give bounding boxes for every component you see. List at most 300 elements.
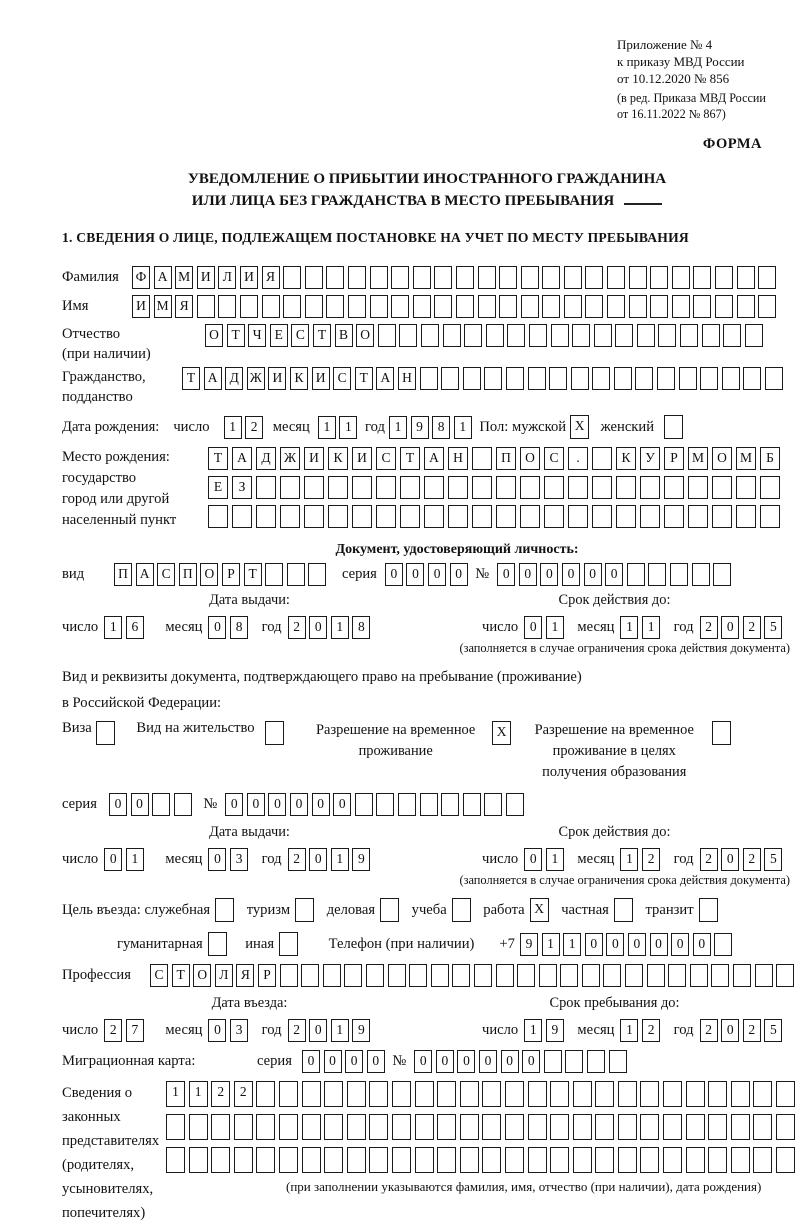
char-cell[interactable] [708,1081,727,1107]
char-cell[interactable] [400,476,420,499]
char-cell[interactable] [280,505,300,528]
char-cell[interactable]: 2 [642,1019,660,1042]
char-cell[interactable]: И [304,447,324,470]
char-cell[interactable] [733,964,751,987]
char-cell[interactable] [564,295,582,318]
char-cell[interactable]: 0 [104,848,122,871]
char-cell[interactable]: 1 [166,1081,185,1107]
char-cell[interactable] [573,1081,592,1107]
char-cell[interactable]: 2 [700,848,718,871]
char-cell[interactable] [585,295,603,318]
char-cell[interactable]: С [291,324,309,347]
char-cell[interactable] [283,266,301,289]
char-cell[interactable] [776,1081,795,1107]
char-cell[interactable] [595,1114,614,1140]
char-cell[interactable]: С [544,447,564,470]
char-cell[interactable] [737,295,755,318]
char-cell[interactable] [551,324,569,347]
char-cell[interactable] [398,793,416,816]
char-cell[interactable] [753,1147,772,1173]
char-cell[interactable] [280,476,300,499]
char-cell[interactable]: 1 [620,848,638,871]
char-cell[interactable] [391,295,409,318]
char-cell[interactable]: И [197,266,215,289]
char-cell[interactable] [712,476,732,499]
char-cell[interactable] [460,1114,479,1140]
char-cell[interactable] [731,1114,750,1140]
char-cell[interactable] [614,898,633,922]
char-cell[interactable] [528,1114,547,1140]
char-cell[interactable]: В [335,324,353,347]
char-cell[interactable]: 9 [520,933,538,956]
char-cell[interactable] [663,1114,682,1140]
char-cell[interactable] [573,1147,592,1173]
char-cell[interactable] [529,324,547,347]
char-cell[interactable] [629,295,647,318]
char-cell[interactable]: Е [270,324,288,347]
char-cell[interactable]: 0 [324,1050,342,1073]
char-cell[interactable]: 0 [208,616,226,639]
char-cell[interactable] [594,324,612,347]
char-cell[interactable]: Б [760,447,780,470]
char-cell[interactable] [614,367,632,390]
char-cell[interactable] [304,505,324,528]
char-cell[interactable] [573,1114,592,1140]
char-cell[interactable]: 2 [700,616,718,639]
char-cell[interactable] [507,324,525,347]
char-cell[interactable] [668,964,686,987]
char-cell[interactable] [708,1114,727,1140]
char-cell[interactable]: 0 [693,933,711,956]
char-cell[interactable]: 0 [208,848,226,871]
char-cell[interactable]: 0 [721,616,739,639]
char-cell[interactable] [441,367,459,390]
char-cell[interactable] [528,1147,547,1173]
char-cell[interactable] [712,505,732,528]
char-cell[interactable]: С [157,563,175,586]
char-cell[interactable]: М [688,447,708,470]
char-cell[interactable] [484,793,502,816]
char-cell[interactable]: 2 [234,1081,253,1107]
char-cell[interactable]: 0 [650,933,668,956]
char-cell[interactable]: 2 [245,416,263,439]
char-cell[interactable] [550,1114,569,1140]
char-cell[interactable] [528,367,546,390]
char-cell[interactable]: 0 [585,933,603,956]
char-cell[interactable]: 0 [268,793,286,816]
char-cell[interactable]: 2 [211,1081,230,1107]
char-cell[interactable]: 1 [620,1019,638,1042]
char-cell[interactable]: Д [225,367,243,390]
char-cell[interactable]: Я [236,964,254,987]
char-cell[interactable]: 0 [457,1050,475,1073]
char-cell[interactable]: А [424,447,444,470]
char-cell[interactable] [152,793,170,816]
char-cell[interactable]: Т [313,324,331,347]
char-cell[interactable] [302,1147,321,1173]
char-cell[interactable]: 9 [352,1019,370,1042]
char-cell[interactable]: Р [664,447,684,470]
char-cell[interactable] [692,563,710,586]
char-cell[interactable] [663,1147,682,1173]
char-cell[interactable] [208,505,228,528]
char-cell[interactable] [708,1147,727,1173]
char-cell[interactable]: 0 [414,1050,432,1073]
char-cell[interactable] [693,266,711,289]
char-cell[interactable]: Т [208,447,228,470]
char-cell[interactable]: 0 [501,1050,519,1073]
char-cell[interactable]: О [200,563,218,586]
char-cell[interactable] [355,793,373,816]
char-cell[interactable]: 1 [546,848,564,871]
char-cell[interactable]: 1 [331,1019,349,1042]
char-cell[interactable] [420,793,438,816]
char-cell[interactable] [542,295,560,318]
char-cell[interactable]: 2 [743,616,761,639]
char-cell[interactable]: Ч [248,324,266,347]
char-cell[interactable] [96,721,115,745]
char-cell[interactable] [680,324,698,347]
char-cell[interactable] [496,476,516,499]
char-cell[interactable] [256,1081,275,1107]
char-cell[interactable] [472,476,492,499]
char-cell[interactable]: 2 [743,1019,761,1042]
char-cell[interactable] [324,1147,343,1173]
char-cell[interactable] [640,476,660,499]
char-cell[interactable] [737,266,755,289]
char-cell[interactable] [295,898,314,922]
char-cell[interactable] [528,1081,547,1107]
char-cell[interactable]: М [154,295,172,318]
char-cell[interactable] [505,1081,524,1107]
char-cell[interactable]: Е [208,476,228,499]
char-cell[interactable] [603,964,621,987]
char-cell[interactable] [521,295,539,318]
char-cell[interactable] [505,1147,524,1173]
char-cell[interactable] [520,505,540,528]
char-cell[interactable] [592,447,612,470]
char-cell[interactable]: 1 [642,616,660,639]
char-cell[interactable]: С [333,367,351,390]
char-cell[interactable] [328,505,348,528]
char-cell[interactable] [376,476,396,499]
char-cell[interactable]: К [328,447,348,470]
char-cell[interactable] [399,324,417,347]
char-cell[interactable] [413,266,431,289]
char-cell[interactable]: А [376,367,394,390]
char-cell[interactable] [474,964,492,987]
char-cell[interactable] [448,505,468,528]
char-cell[interactable] [505,1114,524,1140]
char-cell[interactable] [550,1081,569,1107]
char-cell[interactable]: 0 [312,793,330,816]
char-cell[interactable]: 2 [642,848,660,871]
char-cell[interactable] [482,1147,501,1173]
char-cell[interactable]: М [736,447,756,470]
char-cell[interactable]: 0 [540,563,558,586]
char-cell[interactable]: 1 [620,616,638,639]
char-cell[interactable]: А [232,447,252,470]
char-cell[interactable]: 8 [352,616,370,639]
char-cell[interactable] [702,324,720,347]
char-cell[interactable] [369,1147,388,1173]
char-cell[interactable] [776,1147,795,1173]
char-cell[interactable]: И [240,266,258,289]
char-cell[interactable]: Я [262,266,280,289]
char-cell[interactable] [650,266,668,289]
char-cell[interactable] [688,476,708,499]
char-cell[interactable]: 0 [584,563,602,586]
char-cell[interactable] [625,964,643,987]
char-cell[interactable] [347,1147,366,1173]
char-cell[interactable] [452,964,470,987]
char-cell[interactable] [369,1114,388,1140]
char-cell[interactable]: С [376,447,396,470]
char-cell[interactable] [415,1081,434,1107]
char-cell[interactable] [700,367,718,390]
char-cell[interactable]: 0 [309,848,327,871]
char-cell[interactable] [629,266,647,289]
char-cell[interactable]: 0 [721,848,739,871]
char-cell[interactable] [753,1114,772,1140]
char-cell[interactable] [607,266,625,289]
char-cell[interactable]: И [312,367,330,390]
char-cell[interactable]: З [232,476,252,499]
char-cell[interactable] [585,266,603,289]
char-cell[interactable] [499,266,517,289]
char-cell[interactable] [640,1147,659,1173]
char-cell[interactable]: О [712,447,732,470]
char-cell[interactable] [499,295,517,318]
char-cell[interactable]: 1 [389,416,407,439]
char-cell[interactable]: X [492,721,511,745]
char-cell[interactable] [672,266,690,289]
char-cell[interactable]: 0 [302,1050,320,1073]
char-cell[interactable] [664,415,683,439]
char-cell[interactable] [616,505,636,528]
char-cell[interactable] [441,793,459,816]
char-cell[interactable] [463,367,481,390]
char-cell[interactable]: И [268,367,286,390]
char-cell[interactable] [484,367,502,390]
char-cell[interactable] [544,505,564,528]
char-cell[interactable] [431,964,449,987]
char-cell[interactable] [736,476,756,499]
char-cell[interactable]: 9 [352,848,370,871]
char-cell[interactable]: 0 [309,1019,327,1042]
char-cell[interactable]: 0 [497,563,515,586]
char-cell[interactable] [434,295,452,318]
char-cell[interactable]: 0 [450,563,468,586]
char-cell[interactable] [760,476,780,499]
char-cell[interactable]: 0 [721,1019,739,1042]
char-cell[interactable]: 0 [367,1050,385,1073]
char-cell[interactable] [496,964,514,987]
char-cell[interactable]: У [640,447,660,470]
char-cell[interactable] [323,964,341,987]
char-cell[interactable] [486,324,504,347]
char-cell[interactable]: 0 [131,793,149,816]
char-cell[interactable] [568,476,588,499]
char-cell[interactable] [208,932,227,956]
char-cell[interactable] [413,295,431,318]
char-cell[interactable]: 0 [479,1050,497,1073]
char-cell[interactable] [347,1081,366,1107]
char-cell[interactable] [392,1114,411,1140]
char-cell[interactable] [478,266,496,289]
char-cell[interactable]: 1 [454,416,472,439]
char-cell[interactable] [348,295,366,318]
char-cell[interactable]: 8 [432,416,450,439]
char-cell[interactable]: X [570,415,589,439]
char-cell[interactable]: И [132,295,150,318]
char-cell[interactable] [352,476,372,499]
char-cell[interactable] [308,563,326,586]
char-cell[interactable] [279,1147,298,1173]
char-cell[interactable]: 2 [288,616,306,639]
char-cell[interactable] [745,324,763,347]
char-cell[interactable]: Ж [247,367,265,390]
char-cell[interactable] [166,1147,185,1173]
char-cell[interactable] [731,1081,750,1107]
char-cell[interactable] [664,505,684,528]
char-cell[interactable] [713,563,731,586]
char-cell[interactable]: 0 [345,1050,363,1073]
char-cell[interactable] [234,1147,253,1173]
char-cell[interactable]: П [114,563,132,586]
char-cell[interactable] [699,898,718,922]
char-cell[interactable] [542,266,560,289]
char-cell[interactable]: 0 [428,563,446,586]
char-cell[interactable] [302,1081,321,1107]
char-cell[interactable] [344,964,362,987]
char-cell[interactable] [463,793,481,816]
char-cell[interactable] [688,505,708,528]
char-cell[interactable] [392,1147,411,1173]
char-cell[interactable] [592,367,610,390]
char-cell[interactable] [256,1114,275,1140]
char-cell[interactable]: 1 [126,848,144,871]
char-cell[interactable]: Т [227,324,245,347]
char-cell[interactable] [460,1147,479,1173]
char-cell[interactable] [452,898,471,922]
char-cell[interactable]: А [204,367,222,390]
char-cell[interactable] [370,266,388,289]
char-cell[interactable]: Ф [132,266,150,289]
char-cell[interactable] [755,964,773,987]
char-cell[interactable]: 0 [225,793,243,816]
char-cell[interactable] [376,793,394,816]
char-cell[interactable] [415,1147,434,1173]
char-cell[interactable] [370,295,388,318]
char-cell[interactable]: 5 [764,616,782,639]
char-cell[interactable] [690,964,708,987]
char-cell[interactable] [637,324,655,347]
char-cell[interactable]: К [290,367,308,390]
char-cell[interactable] [670,563,688,586]
char-cell[interactable] [679,367,697,390]
char-cell[interactable] [456,266,474,289]
char-cell[interactable]: 2 [288,848,306,871]
char-cell[interactable] [506,367,524,390]
char-cell[interactable] [240,295,258,318]
char-cell[interactable] [464,324,482,347]
char-cell[interactable] [391,266,409,289]
char-cell[interactable] [753,1081,772,1107]
char-cell[interactable] [582,964,600,987]
char-cell[interactable]: 0 [406,563,424,586]
char-cell[interactable] [324,1081,343,1107]
char-cell[interactable]: 2 [700,1019,718,1042]
char-cell[interactable]: 1 [331,616,349,639]
char-cell[interactable]: 0 [628,933,646,956]
char-cell[interactable]: 0 [605,563,623,586]
char-cell[interactable] [369,1081,388,1107]
char-cell[interactable]: 2 [288,1019,306,1042]
char-cell[interactable] [595,1147,614,1173]
char-cell[interactable] [765,367,783,390]
char-cell[interactable] [715,266,733,289]
char-cell[interactable] [366,964,384,987]
char-cell[interactable] [283,295,301,318]
char-cell[interactable] [648,563,666,586]
char-cell[interactable]: 2 [104,1019,122,1042]
char-cell[interactable]: К [616,447,636,470]
char-cell[interactable]: 0 [606,933,624,956]
char-cell[interactable]: 0 [671,933,689,956]
char-cell[interactable]: 0 [524,616,542,639]
char-cell[interactable] [456,295,474,318]
char-cell[interactable]: Т [244,563,262,586]
char-cell[interactable] [595,1081,614,1107]
char-cell[interactable] [743,367,761,390]
char-cell[interactable] [348,266,366,289]
char-cell[interactable] [776,964,794,987]
char-cell[interactable]: С [150,964,168,987]
char-cell[interactable]: 5 [764,1019,782,1042]
char-cell[interactable] [378,324,396,347]
char-cell[interactable]: Л [218,266,236,289]
char-cell[interactable] [496,505,516,528]
char-cell[interactable]: 1 [546,616,564,639]
char-cell[interactable] [189,1147,208,1173]
char-cell[interactable] [347,1114,366,1140]
char-cell[interactable] [776,1114,795,1140]
char-cell[interactable]: 5 [764,848,782,871]
char-cell[interactable]: 0 [524,848,542,871]
char-cell[interactable]: X [530,898,549,922]
char-cell[interactable] [302,1114,321,1140]
char-cell[interactable]: Т [355,367,373,390]
char-cell[interactable] [640,1081,659,1107]
char-cell[interactable]: 1 [563,933,581,956]
char-cell[interactable]: 0 [208,1019,226,1042]
char-cell[interactable]: 0 [333,793,351,816]
char-cell[interactable]: Т [182,367,200,390]
char-cell[interactable] [197,295,215,318]
char-cell[interactable] [647,964,665,987]
char-cell[interactable] [434,266,452,289]
char-cell[interactable]: О [520,447,540,470]
char-cell[interactable]: М [175,266,193,289]
char-cell[interactable] [664,476,684,499]
char-cell[interactable] [544,1050,562,1073]
char-cell[interactable]: 0 [247,793,265,816]
char-cell[interactable] [723,324,741,347]
char-cell[interactable] [549,367,567,390]
char-cell[interactable]: А [136,563,154,586]
char-cell[interactable] [550,1147,569,1173]
